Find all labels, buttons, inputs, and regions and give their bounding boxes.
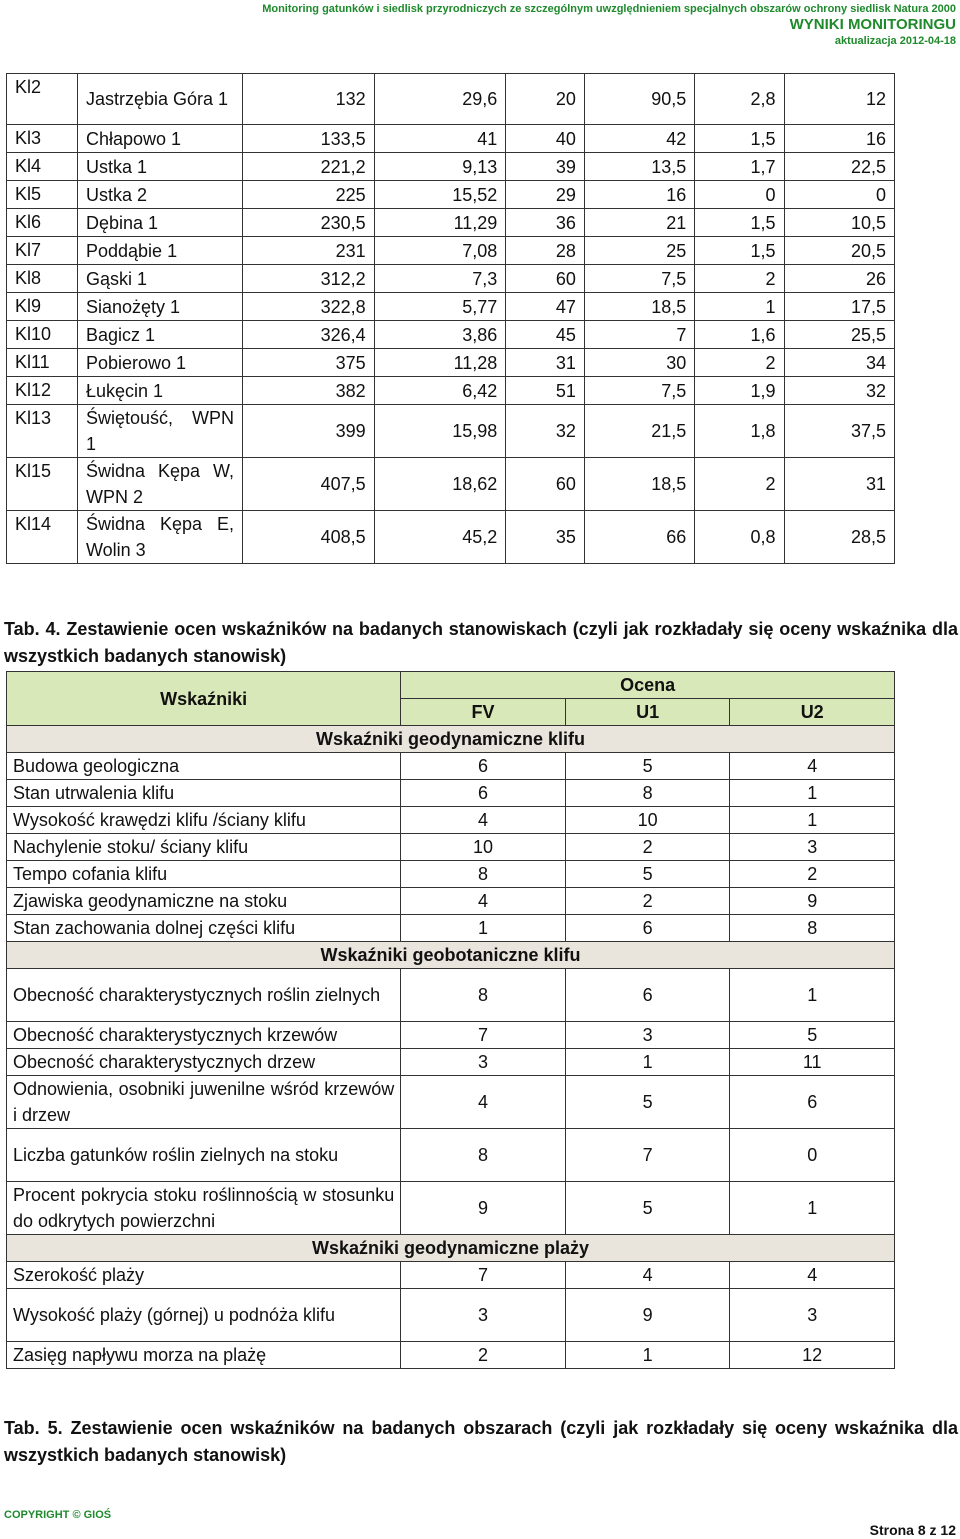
value-cell: 25,5: [784, 321, 894, 349]
rating-count: 3: [565, 1022, 730, 1049]
value-cell: 20: [506, 74, 585, 125]
rating-count: 7: [401, 1262, 566, 1289]
table-row: [7, 511, 895, 564]
value-cell: 133,5: [243, 125, 375, 153]
site-code: Kl8: [7, 265, 78, 293]
value-cell: 35: [506, 511, 585, 564]
rating-count: 7: [565, 1129, 730, 1182]
value-cell: 312,2: [243, 265, 375, 293]
rating-count: 8: [730, 915, 895, 942]
value-cell: 399: [243, 405, 375, 458]
site-name: Świdna Kępa E, Wolin 3: [78, 511, 243, 564]
value-cell: 31: [784, 458, 894, 511]
site-code: Kl10: [7, 321, 78, 349]
rating-count: 4: [401, 807, 566, 834]
value-cell: 322,8: [243, 293, 375, 321]
site-code: Kl4: [7, 153, 78, 181]
indicator-rating-table: [6, 671, 895, 1369]
table-row: [7, 1022, 895, 1049]
site-data-table: [6, 73, 895, 564]
rating-count: 0: [730, 1129, 895, 1182]
value-cell: 2: [695, 265, 784, 293]
value-cell: 5,77: [374, 293, 506, 321]
value-cell: 28: [506, 237, 585, 265]
table-row: [7, 1129, 895, 1182]
col-fv: FV: [401, 699, 566, 726]
value-cell: 408,5: [243, 511, 375, 564]
site-name: Ustka 2: [78, 181, 243, 209]
value-cell: 13,5: [584, 153, 694, 181]
table-row: [7, 807, 895, 834]
table-row: [7, 861, 895, 888]
caption-text: Zestawienie ocen wskaźników na badanych stanowiskach (czyli jak rozkładały się oceny wskaźnika dla wszystkich badanych stanowisk): [4, 619, 958, 666]
indicator-label: Obecność charakterystycznych roślin zielnych: [7, 969, 401, 1022]
value-cell: 15,98: [374, 405, 506, 458]
site-name: Poddąbie 1: [78, 237, 243, 265]
value-cell: 3,86: [374, 321, 506, 349]
value-cell: 21,5: [584, 405, 694, 458]
table-row: [7, 969, 895, 1022]
table-row: [7, 1076, 895, 1129]
value-cell: 90,5: [584, 74, 694, 125]
rating-count: 9: [730, 888, 895, 915]
table-row: [7, 1289, 895, 1342]
site-name: Świętouść, WPN 1: [78, 405, 243, 458]
rating-count: 8: [401, 969, 566, 1022]
rating-count: 2: [565, 834, 730, 861]
value-cell: 22,5: [784, 153, 894, 181]
value-cell: 25: [584, 237, 694, 265]
table-row: [7, 125, 895, 153]
rating-count: 6: [401, 780, 566, 807]
section-title: WYNIKI MONITORINGU: [789, 16, 956, 33]
rating-count: 4: [730, 1262, 895, 1289]
site-code: Kl7: [7, 237, 78, 265]
value-cell: 42: [584, 125, 694, 153]
indicator-label: Szerokość plaży: [7, 1262, 401, 1289]
table-row: [7, 377, 895, 405]
table-row: [7, 405, 895, 458]
value-cell: 47: [506, 293, 585, 321]
value-cell: 45,2: [374, 511, 506, 564]
page-header: [262, 0, 956, 48]
rating-count: 4: [730, 753, 895, 780]
rating-count: 1: [565, 1049, 730, 1076]
value-cell: 45: [506, 321, 585, 349]
table-row: [7, 780, 895, 807]
site-name: Sianożęty 1: [78, 293, 243, 321]
value-cell: 0: [784, 181, 894, 209]
rating-count: 10: [565, 807, 730, 834]
value-cell: 375: [243, 349, 375, 377]
project-title: Monitoring gatunków i siedlisk przyrodniczych ze szczególnym uwzględnieniem specjalnych obszarów ochrony siedlisk Natura 2000: [262, 3, 956, 15]
rating-count: 6: [565, 969, 730, 1022]
value-cell: 29: [506, 181, 585, 209]
value-cell: 66: [584, 511, 694, 564]
table-row: [7, 1342, 895, 1369]
site-code: Kl12: [7, 377, 78, 405]
update-date: aktualizacja 2012-04-18: [834, 35, 956, 47]
rating-count: 5: [565, 753, 730, 780]
value-cell: 1,7: [695, 153, 784, 181]
table-row: [7, 181, 895, 209]
caption-label: Tab. 5.: [4, 1418, 63, 1438]
table-row: [7, 237, 895, 265]
copyright: COPYRIGHT © GIOŚ: [4, 1509, 112, 1521]
value-cell: 382: [243, 377, 375, 405]
table-5-caption: [4, 1415, 958, 1469]
table-row: [7, 153, 895, 181]
table-row: [7, 1262, 895, 1289]
table-row: [7, 834, 895, 861]
rating-count: 7: [401, 1022, 566, 1049]
value-cell: 230,5: [243, 209, 375, 237]
page-number: Strona 8 z 12: [869, 1522, 956, 1538]
value-cell: 2: [695, 349, 784, 377]
indicator-label: Budowa geologiczna: [7, 753, 401, 780]
section-row: [7, 942, 895, 969]
site-code: Kl5: [7, 181, 78, 209]
site-name: Świdna Kępa W, WPN 2: [78, 458, 243, 511]
indicator-label: Nachylenie stoku/ ściany klifu: [7, 834, 401, 861]
rating-count: 2: [730, 861, 895, 888]
value-cell: 7,3: [374, 265, 506, 293]
value-cell: 1: [695, 293, 784, 321]
site-name: Ustka 1: [78, 153, 243, 181]
rating-count: 2: [401, 1342, 566, 1369]
rating-count: 5: [565, 861, 730, 888]
rating-count: 1: [730, 969, 895, 1022]
site-code: Kl13: [7, 405, 78, 458]
value-cell: 2,8: [695, 74, 784, 125]
value-cell: 10,5: [784, 209, 894, 237]
rating-count: 9: [401, 1182, 566, 1235]
value-cell: 60: [506, 265, 585, 293]
rating-count: 1: [730, 807, 895, 834]
table-row: [7, 349, 895, 377]
rating-count: 2: [565, 888, 730, 915]
value-cell: 40: [506, 125, 585, 153]
value-cell: 60: [506, 458, 585, 511]
rating-count: 6: [401, 753, 566, 780]
value-cell: 18,62: [374, 458, 506, 511]
rating-count: 4: [401, 888, 566, 915]
section-row: [7, 1235, 895, 1262]
table-row: [7, 1182, 895, 1235]
table-row: [7, 888, 895, 915]
site-code: Kl9: [7, 293, 78, 321]
rating-count: 6: [730, 1076, 895, 1129]
rating-header: Ocena: [401, 672, 895, 699]
indicator-label: Wysokość krawędzi klifu /ściany klifu: [7, 807, 401, 834]
value-cell: 0,8: [695, 511, 784, 564]
value-cell: 16: [584, 181, 694, 209]
indicators-header: Wskaźniki: [7, 672, 401, 726]
section-title: Wskaźniki geobotaniczne klifu: [7, 942, 895, 969]
table-row: [7, 458, 895, 511]
site-name: Dębina 1: [78, 209, 243, 237]
value-cell: 28,5: [784, 511, 894, 564]
rating-count: 5: [565, 1182, 730, 1235]
table-row: [7, 209, 895, 237]
indicator-label: Stan zachowania dolnej części klifu: [7, 915, 401, 942]
value-cell: 225: [243, 181, 375, 209]
value-cell: 11,29: [374, 209, 506, 237]
value-cell: 12: [784, 74, 894, 125]
site-name: Jastrzębia Góra 1: [78, 74, 243, 125]
value-cell: 132: [243, 74, 375, 125]
value-cell: 231: [243, 237, 375, 265]
value-cell: 1,6: [695, 321, 784, 349]
rating-count: 11: [730, 1049, 895, 1076]
value-cell: 15,52: [374, 181, 506, 209]
value-cell: 30: [584, 349, 694, 377]
value-cell: 1,5: [695, 209, 784, 237]
value-cell: 20,5: [784, 237, 894, 265]
value-cell: 31: [506, 349, 585, 377]
table-row: [7, 321, 895, 349]
rating-count: 5: [565, 1076, 730, 1129]
table-4-caption: [4, 616, 958, 670]
value-cell: 18,5: [584, 458, 694, 511]
site-name: Łukęcin 1: [78, 377, 243, 405]
rating-count: 1: [730, 1182, 895, 1235]
value-cell: 11,28: [374, 349, 506, 377]
value-cell: 1,8: [695, 405, 784, 458]
value-cell: 51: [506, 377, 585, 405]
site-code: Kl15: [7, 458, 78, 511]
section-title: Wskaźniki geodynamiczne plaży: [7, 1235, 895, 1262]
table-row: [7, 265, 895, 293]
col-u2: U2: [730, 699, 895, 726]
value-cell: 39: [506, 153, 585, 181]
value-cell: 34: [784, 349, 894, 377]
value-cell: 32: [506, 405, 585, 458]
indicator-label: Obecność charakterystycznych drzew: [7, 1049, 401, 1076]
value-cell: 7,5: [584, 377, 694, 405]
section-title: Wskaźniki geodynamiczne klifu: [7, 726, 895, 753]
indicator-label: Obecność charakterystycznych krzewów: [7, 1022, 401, 1049]
value-cell: 1,5: [695, 125, 784, 153]
site-name: Bagicz 1: [78, 321, 243, 349]
site-name: Pobierowo 1: [78, 349, 243, 377]
section-row: [7, 726, 895, 753]
rating-count: 1: [565, 1342, 730, 1369]
value-cell: 6,42: [374, 377, 506, 405]
value-cell: 1,5: [695, 237, 784, 265]
rating-count: 4: [565, 1262, 730, 1289]
value-cell: 18,5: [584, 293, 694, 321]
value-cell: 26: [784, 265, 894, 293]
value-cell: 7,08: [374, 237, 506, 265]
site-name: Chłapowo 1: [78, 125, 243, 153]
rating-count: 3: [730, 1289, 895, 1342]
site-code: Kl6: [7, 209, 78, 237]
indicator-label: Tempo cofania klifu: [7, 861, 401, 888]
rating-count: 3: [401, 1049, 566, 1076]
indicator-label: Zjawiska geodynamiczne na stoku: [7, 888, 401, 915]
value-cell: 326,4: [243, 321, 375, 349]
value-cell: 29,6: [374, 74, 506, 125]
value-cell: 37,5: [784, 405, 894, 458]
rating-count: 1: [730, 780, 895, 807]
rating-count: 1: [401, 915, 566, 942]
value-cell: 7: [584, 321, 694, 349]
rating-count: 4: [401, 1076, 566, 1129]
indicator-label: Zasięg napływu morza na plażę: [7, 1342, 401, 1369]
value-cell: 221,2: [243, 153, 375, 181]
rating-count: 3: [730, 834, 895, 861]
rating-count: 10: [401, 834, 566, 861]
site-code: Kl11: [7, 349, 78, 377]
rating-count: 9: [565, 1289, 730, 1342]
value-cell: 41: [374, 125, 506, 153]
table-row: [7, 753, 895, 780]
rating-count: 6: [565, 915, 730, 942]
col-u1: U1: [565, 699, 730, 726]
table-row: [7, 1049, 895, 1076]
site-code: Kl14: [7, 511, 78, 564]
table-row: [7, 293, 895, 321]
rating-count: 12: [730, 1342, 895, 1369]
table-row: [7, 915, 895, 942]
indicator-label: Wysokość plaży (górnej) u podnóża klifu: [7, 1289, 401, 1342]
value-cell: 32: [784, 377, 894, 405]
value-cell: 0: [695, 181, 784, 209]
indicator-label: Procent pokrycia stoku roślinnością w stosunku do odkrytych powierzchni: [7, 1182, 401, 1235]
indicator-label: Stan utrwalenia klifu: [7, 780, 401, 807]
site-code: Kl3: [7, 125, 78, 153]
table-row: [7, 74, 895, 125]
rating-count: 8: [401, 861, 566, 888]
value-cell: 21: [584, 209, 694, 237]
rating-count: 8: [401, 1129, 566, 1182]
value-cell: 9,13: [374, 153, 506, 181]
site-name: Gąski 1: [78, 265, 243, 293]
site-code: Kl2: [7, 74, 78, 125]
value-cell: 17,5: [784, 293, 894, 321]
indicator-label: Liczba gatunków roślin zielnych na stoku: [7, 1129, 401, 1182]
caption-text: Zestawienie ocen wskaźników na badanych obszarach (czyli jak rozkładały się oceny wskaźnika dla wszystkich badanych stanowisk): [4, 1418, 958, 1465]
value-cell: 36: [506, 209, 585, 237]
value-cell: 1,9: [695, 377, 784, 405]
value-cell: 407,5: [243, 458, 375, 511]
rating-count: 8: [565, 780, 730, 807]
value-cell: 7,5: [584, 265, 694, 293]
value-cell: 2: [695, 458, 784, 511]
value-cell: 16: [784, 125, 894, 153]
indicator-label: Odnowienia, osobniki juwenilne wśród krzewów i drzew: [7, 1076, 401, 1129]
caption-label: Tab. 4.: [4, 619, 61, 639]
rating-count: 5: [730, 1022, 895, 1049]
rating-count: 3: [401, 1289, 566, 1342]
